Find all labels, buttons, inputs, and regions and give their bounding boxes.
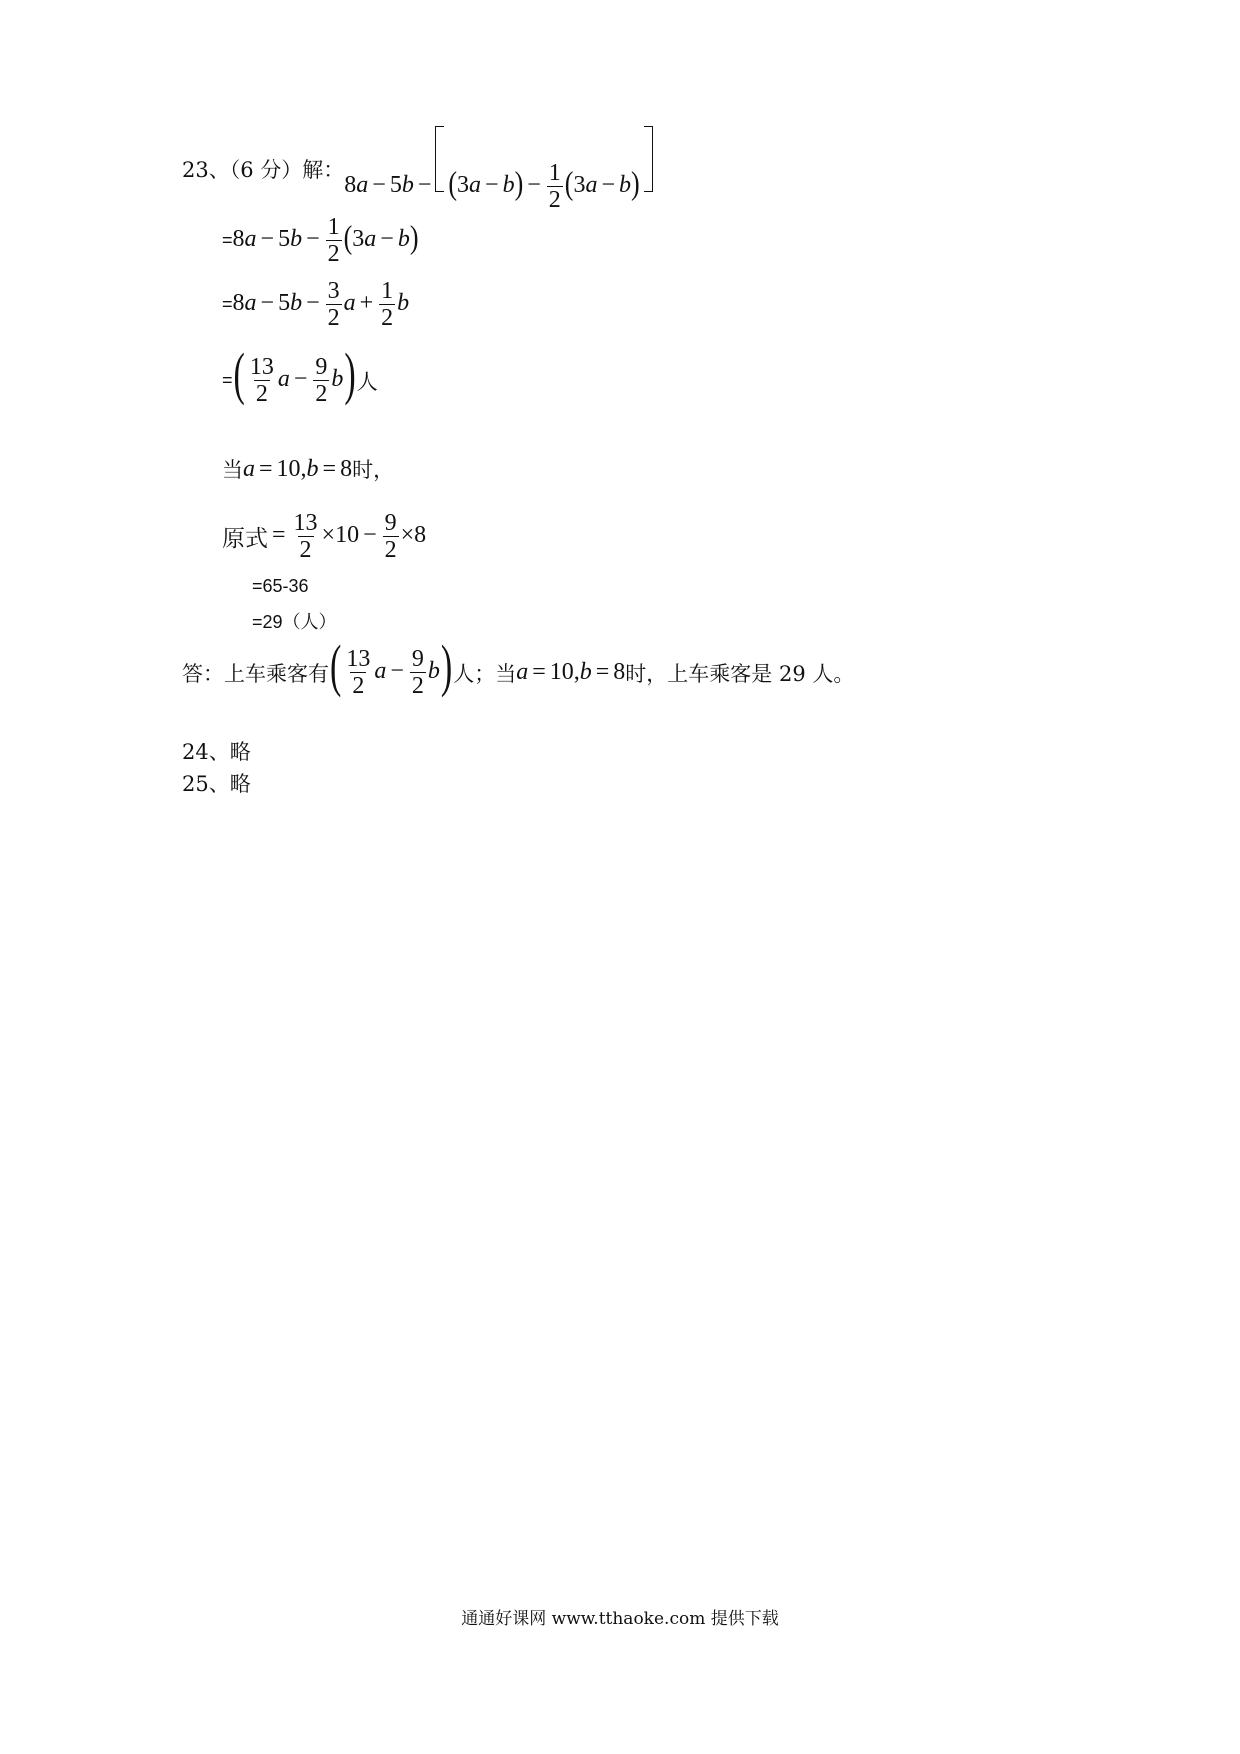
q23-answer	[182, 635, 855, 699]
answer-prefix: 答：上车乘客有	[182, 661, 329, 686]
answer-mid: 人；当	[453, 661, 517, 686]
answer-suffix: 时，上车乘客是 29 人。	[625, 661, 855, 686]
q23-step1	[222, 214, 419, 267]
calc-line-1: =65-36	[252, 576, 309, 596]
step3-eq: =	[222, 370, 233, 390]
q23-step3	[222, 343, 378, 407]
step2-expression: 8a − 5b − $\frac{3}{2}$ a + $\frac{1}{2}$ b	[232, 278, 410, 331]
answer-expression: ( $\frac{13}{2}$ a − $\frac{9}{2}$ b)	[330, 635, 453, 699]
step1-eq: =	[222, 230, 233, 250]
q24-line: 24、略	[182, 740, 251, 764]
q23-when	[222, 454, 394, 484]
q23-expression: 8a − 5b − (3a − b) − $\frac{1}{2}$ (3a − b)	[344, 126, 652, 213]
step3-expression: ( $\frac{13}{2}$ a − $\frac{9}{2}$ b)	[233, 343, 356, 407]
q23-original	[222, 510, 426, 563]
page-footer: 通通好课网 www.tthaoke.com 提供下载	[461, 1609, 779, 1629]
when-suffix: 时，	[352, 458, 395, 482]
q23-step2	[222, 278, 409, 331]
step3-unit: 人	[356, 369, 378, 394]
answer-values: a = 10,b = 8	[516, 659, 626, 685]
when-values: a = 10,b = 8	[243, 455, 353, 482]
calc-line-2: =29（人）	[252, 612, 337, 632]
q23-label: 23、（6 分）解：	[182, 158, 345, 183]
step1-expression: 8a − 5b − $\frac{1}{2}$ (3a − b)	[232, 214, 419, 267]
original-label: 原式	[222, 526, 268, 552]
step2-eq: =	[222, 294, 233, 314]
when-text: 当	[222, 458, 243, 482]
original-expression: = $\frac{13}{2}$ ×10 − $\frac{9}{2}$ ×8	[272, 510, 427, 563]
q23-header	[182, 126, 653, 213]
q25-line: 25、略	[182, 772, 251, 796]
